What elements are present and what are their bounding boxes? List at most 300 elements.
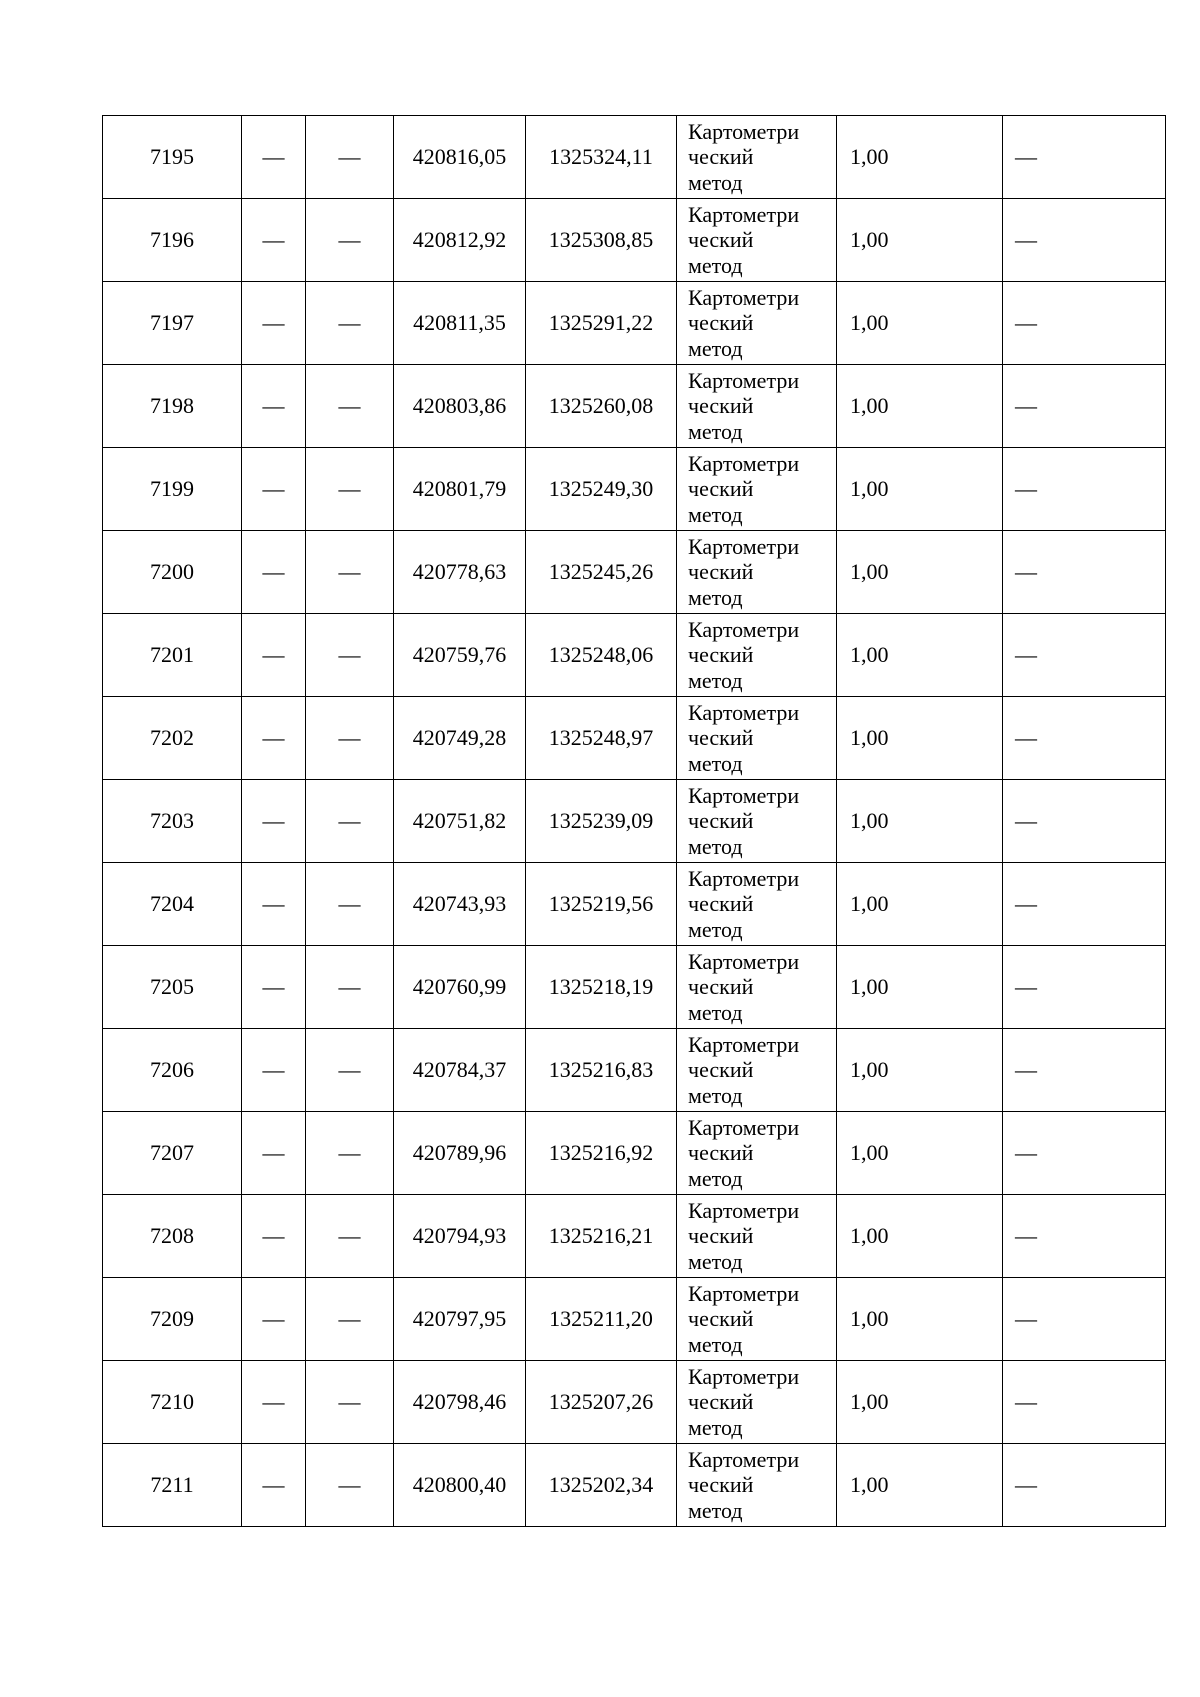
coordinate-x-cell-text: 420749,28	[412, 725, 507, 751]
method-line: метод	[688, 335, 743, 361]
empty-cell-8-text: —	[1015, 1057, 1037, 1083]
point-number-cell	[103, 1112, 242, 1195]
accuracy-cell-text: 1,00	[850, 310, 889, 336]
point-number-cell	[103, 1444, 242, 1527]
empty-cell-3-text: —	[338, 891, 361, 917]
empty-cell-3	[306, 697, 394, 780]
empty-cell-2-text: —	[262, 642, 285, 668]
method-line: метод	[688, 999, 743, 1025]
table-row	[103, 199, 1166, 282]
empty-cell-3-text: —	[338, 1306, 361, 1332]
method-cell	[677, 946, 837, 1029]
coordinate-x-cell-text: 420760,99	[412, 974, 507, 1000]
empty-cell-2-text: —	[262, 891, 285, 917]
method-line: метод	[688, 667, 743, 693]
coordinate-y-cell	[526, 1444, 677, 1527]
method-line: Картометри	[688, 1364, 800, 1390]
empty-cell-8-text: —	[1015, 227, 1037, 253]
empty-cell-3-text: —	[338, 227, 361, 253]
empty-cell-2-text: —	[262, 1223, 285, 1249]
empty-cell-8-text: —	[1015, 642, 1037, 668]
method-line: Картометри	[688, 119, 800, 145]
accuracy-cell	[837, 448, 1003, 531]
coordinate-x-cell	[394, 1029, 526, 1112]
empty-cell-2-text: —	[262, 974, 285, 1000]
point-number-cell-text: 7204	[150, 891, 194, 917]
point-number-cell-text: 7203	[150, 808, 194, 834]
coordinate-x-cell	[394, 282, 526, 365]
coordinate-x-cell-text: 420789,96	[412, 1140, 507, 1166]
method-line: метод	[688, 833, 743, 859]
accuracy-cell	[837, 1195, 1003, 1278]
method-line: Картометри	[688, 1115, 800, 1141]
empty-cell-3-text: —	[338, 144, 361, 170]
coordinate-y-cell-text: 1325239,09	[548, 808, 654, 834]
empty-cell-8-text: —	[1015, 559, 1037, 585]
table-row	[103, 946, 1166, 1029]
empty-cell-3-text: —	[338, 974, 361, 1000]
coordinate-x-cell	[394, 1195, 526, 1278]
coordinate-x-cell	[394, 365, 526, 448]
method-line: Картометри	[688, 1447, 800, 1473]
coordinate-x-cell	[394, 199, 526, 282]
empty-cell-2-text: —	[262, 1389, 285, 1415]
point-number-cell-text: 7207	[150, 1140, 194, 1166]
table-row	[103, 863, 1166, 946]
coordinate-x-cell	[394, 863, 526, 946]
coordinate-x-cell-text: 420751,82	[412, 808, 507, 834]
accuracy-cell	[837, 116, 1003, 199]
empty-cell-3	[306, 946, 394, 1029]
point-number-cell	[103, 199, 242, 282]
accuracy-cell	[837, 199, 1003, 282]
empty-cell-3-text: —	[338, 1223, 361, 1249]
method-line: метод	[688, 1331, 743, 1357]
coordinate-y-cell	[526, 282, 677, 365]
empty-cell-3-text: —	[338, 1472, 361, 1498]
coordinate-y-cell-text: 1325248,97	[548, 725, 654, 751]
method-line: Картометри	[688, 617, 800, 643]
coordinate-y-cell-text: 1325260,08	[548, 393, 654, 419]
method-line: метод	[688, 750, 743, 776]
method-cell	[677, 863, 837, 946]
coordinate-x-cell-text: 420800,40	[412, 1472, 507, 1498]
method-line: Картометри	[688, 783, 800, 809]
method-cell	[677, 697, 837, 780]
table-row	[103, 1361, 1166, 1444]
accuracy-cell	[837, 282, 1003, 365]
method-line: Картометри	[688, 285, 800, 311]
accuracy-cell	[837, 863, 1003, 946]
empty-cell-3	[306, 199, 394, 282]
method-line: метод	[688, 1414, 743, 1440]
point-number-cell	[103, 531, 242, 614]
point-number-cell-text: 7209	[150, 1306, 194, 1332]
point-number-cell	[103, 1278, 242, 1361]
method-cell	[677, 448, 837, 531]
coordinate-y-cell-text: 1325308,85	[548, 227, 654, 253]
method-line: ческий	[688, 642, 754, 668]
coordinate-x-cell	[394, 1112, 526, 1195]
empty-cell-2	[242, 697, 306, 780]
accuracy-cell-text: 1,00	[850, 393, 889, 419]
method-cell	[677, 282, 837, 365]
empty-cell-3	[306, 448, 394, 531]
empty-cell-8-text: —	[1015, 476, 1037, 502]
point-number-cell	[103, 697, 242, 780]
point-number-cell	[103, 1361, 242, 1444]
point-number-cell-text: 7206	[150, 1057, 194, 1083]
method-line: метод	[688, 584, 743, 610]
empty-cell-8	[1003, 780, 1166, 863]
empty-cell-3	[306, 282, 394, 365]
method-line: метод	[688, 916, 743, 942]
coordinate-y-cell	[526, 946, 677, 1029]
method-cell	[677, 614, 837, 697]
method-line: Картометри	[688, 534, 800, 560]
empty-cell-2-text: —	[262, 310, 285, 336]
accuracy-cell-text: 1,00	[850, 891, 889, 917]
method-line: ческий	[688, 725, 754, 751]
coordinate-y-cell	[526, 1195, 677, 1278]
method-line: Картометри	[688, 1281, 800, 1307]
empty-cell-2-text: —	[262, 393, 285, 419]
empty-cell-8	[1003, 614, 1166, 697]
coordinate-y-cell-text: 1325216,83	[548, 1057, 654, 1083]
method-line: ческий	[688, 476, 754, 502]
point-number-cell-text: 7211	[150, 1472, 194, 1498]
table-row	[103, 365, 1166, 448]
method-line: ческий	[688, 559, 754, 585]
coordinate-x-cell	[394, 1444, 526, 1527]
point-number-cell	[103, 946, 242, 1029]
table-body	[103, 116, 1166, 1527]
empty-cell-8-text: —	[1015, 1472, 1037, 1498]
method-line: ческий	[688, 310, 754, 336]
accuracy-cell	[837, 1029, 1003, 1112]
empty-cell-2	[242, 1195, 306, 1278]
empty-cell-2	[242, 863, 306, 946]
empty-cell-2-text: —	[262, 227, 285, 253]
empty-cell-3-text: —	[338, 725, 361, 751]
coordinate-y-cell	[526, 1029, 677, 1112]
empty-cell-8	[1003, 697, 1166, 780]
point-number-cell-text: 7208	[150, 1223, 194, 1249]
accuracy-cell	[837, 531, 1003, 614]
empty-cell-2	[242, 1361, 306, 1444]
table-row	[103, 1029, 1166, 1112]
coordinate-x-cell	[394, 116, 526, 199]
empty-cell-2-text: —	[262, 144, 285, 170]
empty-cell-2	[242, 1278, 306, 1361]
empty-cell-2	[242, 531, 306, 614]
empty-cell-3	[306, 1278, 394, 1361]
coordinate-x-cell	[394, 531, 526, 614]
empty-cell-8-text: —	[1015, 144, 1037, 170]
empty-cell-8-text: —	[1015, 1140, 1037, 1166]
empty-cell-8-text: —	[1015, 1306, 1037, 1332]
empty-cell-2-text: —	[262, 1306, 285, 1332]
accuracy-cell	[837, 946, 1003, 1029]
empty-cell-2	[242, 780, 306, 863]
empty-cell-2-text: —	[262, 1472, 285, 1498]
coordinate-x-cell-text: 420784,37	[412, 1057, 507, 1083]
method-line: ческий	[688, 1306, 754, 1332]
empty-cell-3-text: —	[338, 393, 361, 419]
method-line: метод	[688, 501, 743, 527]
coordinate-y-cell-text: 1325219,56	[548, 891, 654, 917]
coordinate-y-cell-text: 1325216,21	[548, 1223, 654, 1249]
empty-cell-3-text: —	[338, 1140, 361, 1166]
method-line: метод	[688, 169, 743, 195]
coordinate-x-cell	[394, 1361, 526, 1444]
point-number-cell	[103, 365, 242, 448]
method-cell	[677, 531, 837, 614]
method-line: Картометри	[688, 1198, 800, 1224]
method-cell	[677, 199, 837, 282]
table-row	[103, 614, 1166, 697]
accuracy-cell	[837, 1278, 1003, 1361]
coordinate-y-cell-text: 1325248,06	[548, 642, 654, 668]
accuracy-cell-text: 1,00	[850, 144, 889, 170]
method-cell	[677, 780, 837, 863]
table-row	[103, 780, 1166, 863]
method-cell	[677, 1444, 837, 1527]
empty-cell-3	[306, 780, 394, 863]
coordinate-x-cell-text: 420812,92	[412, 227, 507, 253]
table-row	[103, 448, 1166, 531]
point-number-cell	[103, 863, 242, 946]
coordinate-y-cell	[526, 863, 677, 946]
accuracy-cell	[837, 1444, 1003, 1527]
method-line: метод	[688, 1082, 743, 1108]
coordinate-x-cell	[394, 780, 526, 863]
empty-cell-3-text: —	[338, 559, 361, 585]
method-line: ческий	[688, 1140, 754, 1166]
empty-cell-8	[1003, 448, 1166, 531]
method-cell	[677, 1112, 837, 1195]
coordinate-y-cell-text: 1325216,92	[548, 1140, 654, 1166]
coordinate-y-cell	[526, 448, 677, 531]
empty-cell-2-text: —	[262, 1140, 285, 1166]
table-row	[103, 1195, 1166, 1278]
coordinate-x-cell-text: 420816,05	[412, 144, 507, 170]
method-line: ческий	[688, 974, 754, 1000]
coordinate-y-cell-text: 1325202,34	[548, 1472, 654, 1498]
empty-cell-2	[242, 614, 306, 697]
accuracy-cell	[837, 614, 1003, 697]
empty-cell-3-text: —	[338, 808, 361, 834]
coordinate-y-cell	[526, 531, 677, 614]
empty-cell-8-text: —	[1015, 393, 1037, 419]
method-line: ческий	[688, 1223, 754, 1249]
accuracy-cell-text: 1,00	[850, 1223, 889, 1249]
empty-cell-2	[242, 116, 306, 199]
empty-cell-3-text: —	[338, 310, 361, 336]
point-number-cell	[103, 1195, 242, 1278]
accuracy-cell-text: 1,00	[850, 476, 889, 502]
point-number-cell-text: 7196	[150, 227, 194, 253]
coordinate-x-cell	[394, 448, 526, 531]
empty-cell-8-text: —	[1015, 725, 1037, 751]
point-number-cell	[103, 282, 242, 365]
empty-cell-2-text: —	[262, 476, 285, 502]
method-line: Картометри	[688, 451, 800, 477]
accuracy-cell-text: 1,00	[850, 1306, 889, 1332]
empty-cell-8	[1003, 531, 1166, 614]
method-line: Картометри	[688, 368, 800, 394]
coordinate-x-cell-text: 420798,46	[412, 1389, 507, 1415]
empty-cell-2	[242, 365, 306, 448]
empty-cell-3	[306, 116, 394, 199]
accuracy-cell-text: 1,00	[850, 1140, 889, 1166]
empty-cell-2	[242, 1029, 306, 1112]
point-number-cell-text: 7195	[150, 144, 194, 170]
coordinate-y-cell	[526, 116, 677, 199]
coordinate-x-cell	[394, 946, 526, 1029]
empty-cell-2	[242, 282, 306, 365]
coordinate-x-cell-text: 420759,76	[412, 642, 507, 668]
empty-cell-8	[1003, 1361, 1166, 1444]
empty-cell-8-text: —	[1015, 310, 1037, 336]
empty-cell-3	[306, 365, 394, 448]
empty-cell-2	[242, 946, 306, 1029]
empty-cell-8	[1003, 1195, 1166, 1278]
empty-cell-3	[306, 1195, 394, 1278]
coordinate-y-cell	[526, 1112, 677, 1195]
empty-cell-3	[306, 531, 394, 614]
method-line: метод	[688, 252, 743, 278]
method-cell	[677, 365, 837, 448]
point-number-cell	[103, 780, 242, 863]
accuracy-cell-text: 1,00	[850, 808, 889, 834]
empty-cell-8	[1003, 116, 1166, 199]
method-line: ческий	[688, 1389, 754, 1415]
method-line: Картометри	[688, 700, 800, 726]
point-number-cell-text: 7198	[150, 393, 194, 419]
method-line: Картометри	[688, 202, 800, 228]
point-number-cell-text: 7197	[150, 310, 194, 336]
coordinate-x-cell-text: 420801,79	[412, 476, 507, 502]
coordinate-x-cell-text: 420794,93	[412, 1223, 507, 1249]
point-number-cell-text: 7210	[150, 1389, 194, 1415]
coordinate-x-cell	[394, 614, 526, 697]
accuracy-cell-text: 1,00	[850, 974, 889, 1000]
empty-cell-2-text: —	[262, 1057, 285, 1083]
method-line: ческий	[688, 891, 754, 917]
empty-cell-3	[306, 863, 394, 946]
coordinate-y-cell	[526, 1278, 677, 1361]
accuracy-cell-text: 1,00	[850, 1389, 889, 1415]
coordinates-table	[102, 115, 1166, 1527]
point-number-cell	[103, 116, 242, 199]
empty-cell-3	[306, 1361, 394, 1444]
empty-cell-8	[1003, 1444, 1166, 1527]
method-line: Картометри	[688, 1032, 800, 1058]
table-row	[103, 116, 1166, 199]
coordinate-y-cell-text: 1325245,26	[548, 559, 654, 585]
empty-cell-2-text: —	[262, 808, 285, 834]
empty-cell-3	[306, 614, 394, 697]
coordinate-y-cell-text: 1325249,30	[548, 476, 654, 502]
empty-cell-8	[1003, 1278, 1166, 1361]
point-number-cell-text: 7199	[150, 476, 194, 502]
accuracy-cell-text: 1,00	[850, 227, 889, 253]
point-number-cell-text: 7205	[150, 974, 194, 1000]
empty-cell-2	[242, 199, 306, 282]
method-line: ческий	[688, 227, 754, 253]
point-number-cell	[103, 448, 242, 531]
accuracy-cell	[837, 1361, 1003, 1444]
empty-cell-8	[1003, 946, 1166, 1029]
coordinate-x-cell-text: 420778,63	[412, 559, 507, 585]
coordinate-y-cell-text: 1325207,26	[548, 1389, 654, 1415]
method-cell	[677, 116, 837, 199]
table-row	[103, 531, 1166, 614]
accuracy-cell-text: 1,00	[850, 1057, 889, 1083]
method-line: метод	[688, 1497, 743, 1523]
method-cell	[677, 1195, 837, 1278]
empty-cell-2	[242, 1112, 306, 1195]
empty-cell-3-text: —	[338, 1389, 361, 1415]
point-number-cell	[103, 614, 242, 697]
coordinate-x-cell-text: 420743,93	[412, 891, 507, 917]
empty-cell-8	[1003, 365, 1166, 448]
coordinate-x-cell-text: 420811,35	[413, 310, 506, 336]
coordinate-x-cell-text: 420803,86	[412, 393, 507, 419]
coordinate-y-cell	[526, 365, 677, 448]
point-number-cell-text: 7201	[150, 642, 194, 668]
empty-cell-2	[242, 1444, 306, 1527]
method-line: ческий	[688, 1057, 754, 1083]
coordinate-x-cell	[394, 697, 526, 780]
table-row	[103, 1112, 1166, 1195]
coordinate-y-cell-text: 1325218,19	[548, 974, 654, 1000]
method-line: метод	[688, 418, 743, 444]
method-line: ческий	[688, 808, 754, 834]
empty-cell-8-text: —	[1015, 891, 1037, 917]
table-row	[103, 1278, 1166, 1361]
empty-cell-8-text: —	[1015, 1389, 1037, 1415]
accuracy-cell-text: 1,00	[850, 559, 889, 585]
empty-cell-8	[1003, 863, 1166, 946]
point-number-cell-text: 7202	[150, 725, 194, 751]
coordinate-y-cell-text: 1325211,20	[549, 1306, 653, 1332]
coordinate-y-cell	[526, 199, 677, 282]
empty-cell-3	[306, 1029, 394, 1112]
method-line: метод	[688, 1165, 743, 1191]
method-line: Картометри	[688, 866, 800, 892]
empty-cell-3-text: —	[338, 642, 361, 668]
coordinate-y-cell	[526, 780, 677, 863]
table-row	[103, 282, 1166, 365]
empty-cell-8	[1003, 199, 1166, 282]
empty-cell-8	[1003, 282, 1166, 365]
empty-cell-2	[242, 448, 306, 531]
coordinate-y-cell	[526, 697, 677, 780]
empty-cell-8-text: —	[1015, 808, 1037, 834]
coordinate-x-cell	[394, 1278, 526, 1361]
method-cell	[677, 1278, 837, 1361]
coordinate-y-cell-text: 1325291,22	[548, 310, 654, 336]
method-line: ческий	[688, 1472, 754, 1498]
coordinate-y-cell	[526, 614, 677, 697]
coordinate-y-cell	[526, 1361, 677, 1444]
empty-cell-2-text: —	[262, 725, 285, 751]
coordinate-x-cell-text: 420797,95	[412, 1306, 507, 1332]
empty-cell-3	[306, 1112, 394, 1195]
empty-cell-2-text: —	[262, 559, 285, 585]
